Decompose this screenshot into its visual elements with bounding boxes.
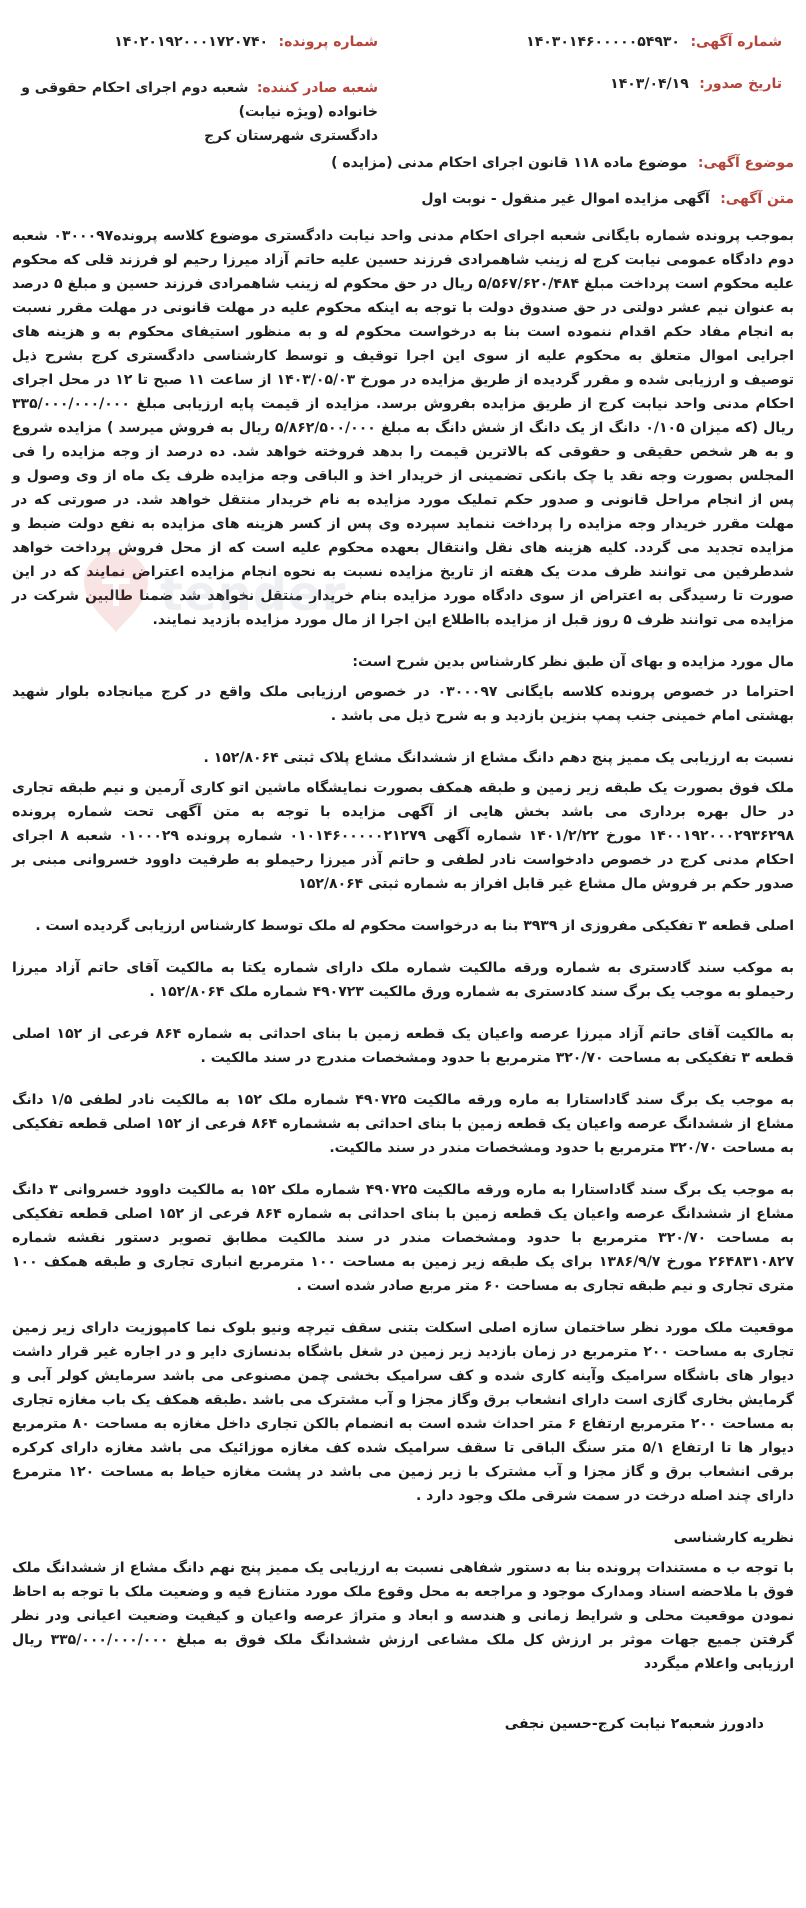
issuing-branch-line2: دادگستری شهرستان کرج xyxy=(204,128,378,144)
subject-value: موضوع ماده ۱۱۸ قانون اجرای احکام مدنی (مزایده ) xyxy=(331,155,688,171)
issuing-branch xyxy=(8,76,378,148)
body-paragraph-property-heading: مال مورد مزایده و بهای آن طبق نظر کارشناس بدین شرح است: xyxy=(352,654,794,670)
announcement-title xyxy=(12,188,794,210)
body-paragraph-expert-opinion: با توجه ب ه مستندات پرونده بنا به دستور شفاهی نسبت به ارزیابی یک ممیز پنج نهم دانگ مشاع از ششدانگ ملک فوق با ملاحضه اسناد ومدارک موجود و مراجعه به محل وقوع ملک مورد متنازع فیه و وضعیت ملک با توجه به احاظ نمودن موقعیت محلی و شرایط زمانی و هندسه و ابعاد و متراژ عرصه واعیان و کیفیت وضعیت اعیانی ودر نظر گرفتن جمیع جهات موثر بر ارزش کل ملک مشاعی ارزش ششدانگ ملک فوق به مبلغ ۳۳۵/۰۰۰/۰۰۰/۰۰۰ ریال ارزیابی واعلام میگردد xyxy=(12,1560,794,1672)
body-paragraph-intro: بموجب پرونده شماره بایگانی شعبه اجرای احکام مدنی واحد نیابت دادگستری موضوع کلاسه پرونده۰۳۰۰۰۹۷ شعبه دوم دادگاه عمومی نیابت کرج له زینب شاهمرادی فرزند حسین علیه حاتم آزاد میرزا رحیم لو فرزند قلی که محکوم علیه محکوم است پرداخت مبلغ ۵/۵۶۷/۶۲۰/۴۸۴ ریال در حق محکوم له زینب شاهمرادی فرزند حسین و مبلغ ۵ درصد به عنوان نیم عشر دولتی در حق صندوق دولت با توجه به اینکه محکوم علیه در مهلت قانونی در مهلت مقرر نسبت به انجام مفاد حکم اقدام ننموده است بنا به درخواست محکوم له و به منظور استیفای محکوم به و هزینه های اجرایی اموال متعلق به محکوم علیه از سوی این اجرا توقیف و توسط کارشناسی دادگستری کرج بشرح ذیل توصیف و ارزیابی شده و مقرر گردیده از طریق مزایده در مورخ ۱۴۰۳/۰۵/۰۳ از ساعت ۱۱ صبح تا ۱۲ در محل اجرای احکام مدنی واحد نیابت کرج از طریق مزایده بفروش برسد. مزایده از قیمت پایه ارزیابی مبلغ ۳۳۵/۰۰۰/۰۰۰/۰۰۰ ریال (که میزان ۰/۱۰۵ دانگ از یک دانگ از شش دانگ به مبلغ ۵/۸۶۲/۵۰۰/۰۰۰ ریال به فروش میرسد ) مزایده شروع و به هر شخص حقیقی و حقوقی که بالاترین قیمت را بدهد فروخته خواهد شد. ده درصد از وجه مزایده را فی المجلس بصورت وجه نقد یا چک بانکی تضمینی از خریدار اخذ و الباقی وجه مزایده ظرف یک ماه از وی وصول و پس از انجام مراحل قانونی و صدور حکم تملیک مورد مزایده به نام خریدار منتقل خواهد شد. در صورتی که در مهلت مقرر خریدار وجه مزایده را پرداخت ننماید سپرده وی پس از کسر هزینه های مزایده به نفع دولت ضبط و مزایده تجدید می گردد. کلیه هزینه های نقل وانتقال بعهده محکوم علیه است که از محل فروش پرداخت خواهد شدطرفین می توانند ظرف مدت یک هفته از تاریخ مزایده نسبت به نحوه انجام مزایده اعتراض نمایند که در این صورت تا رسیدگی به اعتراض از سوی دادگاه مورد مزایده بنام خریدار منتقل نخواهد شد ضمنا طالبین شرکت در مزایده می توانند ظرف ۵ روز قبل از مزایده بااطلاع این اجرا از مال مورد مزایده بازدید نمایند. xyxy=(12,228,795,628)
ad-number-value: ۱۴۰۳۰۱۴۶۰۰۰۰۰۵۴۹۳۰ xyxy=(526,34,680,50)
issuing-branch-label: شعبه صادر کننده: xyxy=(256,80,378,96)
body-paragraph-parcel: اصلی قطعه ۳ تفکیکی مفروزی از ۳۹۳۹ بنا به درخواست محکوم له ملک توسط کارشناس ارزیابی گردیده است . xyxy=(35,918,794,934)
body-paragraph-deed-2: به مالکیت آقای حاتم آزاد میرزا عرصه واعیان یک قطعه زمین با بنای احداثی به شماره ۸۶۴ فرعی از ۱۵۲ اصلی قطعه ۳ تفکیکی به مساحت ۳۲۰/۷۰ مترمربع با حدود ومشخصات مندرج در سند مالکیت . xyxy=(12,1026,794,1066)
case-number-value: ۱۴۰۲۰۱۹۲۰۰۰۱۷۲۰۷۴۰ xyxy=(114,34,269,50)
body-paragraph-deed-4: به موجب یک برگ سند گاداستارا به ماره ورقه مالکیت ۴۹۰۷۲۵ شماره ملک ۱۵۲ به مالکیت داوود خسروانی ۳ دانگ مشاع از ششدانگ عرصه واعیان یک قطعه زمین با بنای احداثی به شماره ۸۶۴ فرعی از ۱۵۲ اصلی قطعه تفکیکی به مساحت ۳۲۰/۷۰ مترمربع با حدود ومشخصات مندر در سند مالکیت مطابق تصویر دستور نقشه شماره ۲۶۴۸۳۱۰۸۲۷ مورخ ۱۳۸۶/۹/۷ برای یک طبقه زیر زمین به مساحت ۱۰۰ مترمربع انباری تجاری و طبقه همکف ۱۰۰ متری تجاری و نیم طبقه تجاری به مساحت ۶۰ متر مربع صادر شده است . xyxy=(12,1182,795,1294)
announcement-header xyxy=(12,0,794,144)
body-paragraph-deed-1: به موکب سند گادستری به شماره ورقه مالکیت شماره ملک دارای شماره یکتا به مالکیت آقای حاتم آزاد میرزا رحیملو به موجب یک برگ سند کادستری به شماره ورق مالکیت ۴۹۰۷۲۳ شماره ملک ۱۵۲/۸۰۶۴ . xyxy=(12,960,794,1000)
issue-date xyxy=(610,76,782,92)
text-label: متن آگهی: xyxy=(720,191,794,207)
ad-number-label: شماره آگهی: xyxy=(690,34,782,50)
body-paragraph-usage: ملک فوق بصورت یک طبقه زیر زمین و طبقه همکف بصورت نمایشگاه ماشین اتو کاری آرمین و نیم طبقه تجاری در حال بهره برداری می باشد بخش هایی از آگهی مزایده با توجه به متن آگهی تحت شماره پرونده ۱۴۰۰۱۹۲۰۰۰۲۹۳۶۲۹۸ مورخ ۱۴۰۱/۲/۲۲ شماره آگهی ۰۱۰۱۴۶۰۰۰۰۰۲۱۲۷۹ شماره پرونده ۰۱۰۰۰۲۹ شعبه ۸ اجرای احکام مدنی کرج در خصوص دادخواست نادر لطفی و حاتم آذر میرزا رحیملو به طرفیت داوود خسروانی مبنی بر صدور حکم بر فروش مال مشاع غیر قابل افراز به شماره ثبتی ۱۵۲/۸۰۶۴ xyxy=(12,780,794,892)
signature: دادورز شعبه۲ نیابت کرج-حسین نجفی xyxy=(504,1716,764,1732)
subject-label: موضوع آگهی: xyxy=(697,155,794,171)
watermark-text: tender xyxy=(160,566,347,622)
body-paragraph-deed-3: به موجب یک برگ سند گاداستارا به ماره ورقه مالکیت ۴۹۰۷۲۵ شماره ملک ۱۵۲ به مالکیت نادر لطفی ۱/۵ دانگ مشاع از ششدانگ عرصه واعیان یک قطعه زمین با بنای احداثی به ششماره ۸۶۴ فرعی از ۱۵۲ اصلی قطعه تفکیکی به مساحت ۳۲۰/۷۰ مترمربع با حدود ومشخصات مندر در سند مالکیت. xyxy=(12,1092,794,1156)
body-paragraph-share: نسبت به ارزیابی یک ممیز پنج دهم دانگ مشاع از ششدانگ مشاع پلاک ثبتی ۱۵۲/۸۰۶۴ . xyxy=(203,750,794,766)
issue-date-label: تاریخ صدور: xyxy=(699,76,782,92)
announcement-subject xyxy=(12,152,794,174)
body-paragraph-building-description: موقعیت ملک مورد نظر ساختمان سازه اصلی اسکلت بتنی سقف تیرچه ونیو بلوک نما کامپوزیت دارای زیر زمین تجاری به مساحت ۲۰۰ مترمربع در زمان بازدید زیر زمین در شغل باشگاه بدنسازی دایر و در اجاره غیر قرار داشت دیوار های باشگاه سرامیک وآینه کاری شده و کف سرامیک بخشی چمن مصنوعی می باشد سرمایش کولر آبی و گرمایش بخاری گازی است دارای انشعاب برق وگاز مجزا و آب مشترک می باشد .طبقه همکف یک باب مغازه تجاری به مساحت ۲۰۰ مترمربع ارتفاع ۶ متر احداث شده است به انضمام بالکن تجاری داخل مغازه به مساحت ۸۰ مترمربع دیوار ها تا ارتفاع ۵/۱ متر سنگ الباقی تا سقف سرامیک شده کف مغازه موزائیک می باشد مغازه دارای کرکره برقی انشعاب برق و گاز مجزا و آب مشترک با زیر زمین می باشد در پشت مغازه حیاط به مساحت ۱۲۰ مترمرع دارای چند اصله درخت در سمت شرقی ملک وجود دارد . xyxy=(12,1320,794,1504)
ad-number xyxy=(526,34,782,50)
issue-date-value: ۱۴۰۳/۰۴/۱۹ xyxy=(610,76,689,92)
case-number-label: شماره پرونده: xyxy=(278,34,378,50)
issuing-branch-line1: شعبه دوم اجرای احکام حقوقی و خانواده (ویژه نیابت) xyxy=(21,80,378,120)
text-value: آگهی مزایده اموال غیر منقول - نوبت اول xyxy=(421,191,710,207)
body-paragraph-location: احتراما در خصوص پرونده کلاسه بایگانی ۰۳۰۰۰۹۷ در خصوص ارزیابی ملک واقع در کرج میانجاده بلوار شهید بهشتی امام خمینی جنب پمپ بنزین بازدید و به شرح ذیل می باشد . xyxy=(12,684,794,724)
announcement-body xyxy=(12,224,794,1676)
body-paragraph-expert-heading: نظریه کارشناسی xyxy=(673,1530,794,1546)
case-number xyxy=(114,34,378,50)
